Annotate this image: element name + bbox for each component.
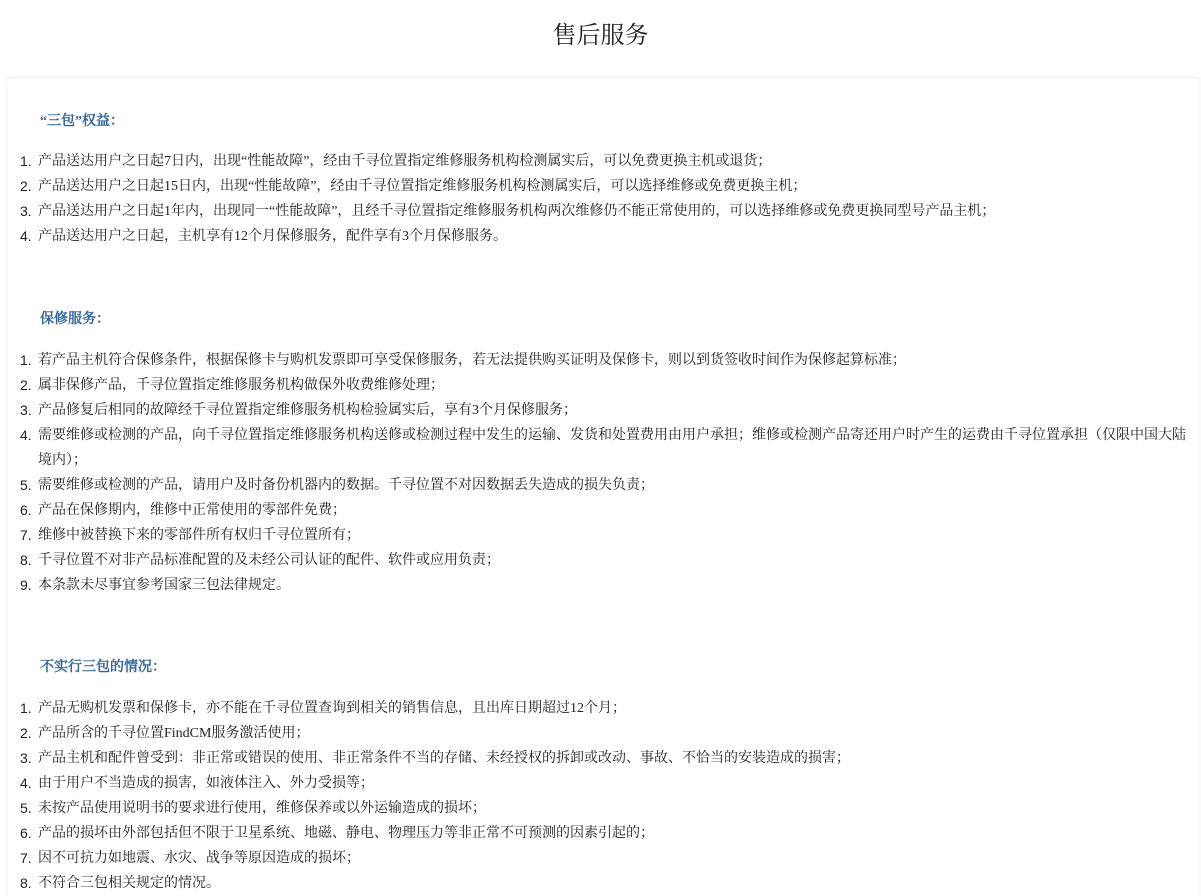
list-item	[8, 721, 1188, 746]
list-item	[8, 224, 1188, 249]
list-item	[8, 821, 1188, 846]
list-item	[8, 573, 1188, 598]
item-number: 4.	[20, 427, 32, 443]
warranty-rights-list	[8, 149, 1188, 249]
item-text: 产品送达用户之日起15日内，出现“性能故障”，经由千寻位置指定维修服务机构检测属实后，可以选择维修或免费更换主机；	[38, 179, 807, 194]
item-number: 8.	[20, 875, 32, 891]
item-text: 需要维修或检测的产品，向千寻位置指定维修服务机构送修或检测过程中发生的运输、发货和处置费用由用户承担；维修或检测产品寄还用户时产生的运费由千寻位置承担（仅限中国大陆境内）；	[38, 428, 1186, 468]
item-text: 产品送达用户之日起7日内，出现“性能故障”，经由千寻位置指定维修服务机构检测属实后，可以免费更换主机或退货；	[38, 154, 772, 169]
page-header	[0, 0, 1201, 72]
item-text: 需要维修或检测的产品，请用户及时备份机器内的数据。千寻位置不对因数据丢失造成的损失负责；	[38, 478, 654, 493]
item-number: 5.	[20, 477, 32, 493]
list-item	[8, 746, 1188, 771]
section-heading: “三包”权益：	[40, 114, 124, 129]
item-number: 2.	[20, 178, 32, 194]
item-number: 4.	[20, 775, 32, 791]
item-text: 产品在保修期内，维修中正常使用的零部件免费；	[38, 503, 346, 518]
list-item	[8, 498, 1188, 523]
content-card	[8, 78, 1198, 896]
page-title: 售后服务	[552, 21, 649, 49]
list-item	[8, 149, 1188, 174]
list-item	[8, 473, 1188, 498]
list-item	[8, 174, 1188, 199]
item-text: 产品送达用户之日起，主机享有12个月保修服务，配件享有3个月保修服务。	[38, 229, 507, 244]
section-heading: 保修服务：	[40, 312, 110, 327]
list-item	[8, 846, 1188, 871]
item-number: 2.	[20, 377, 32, 393]
item-text: 产品送达用户之日起1年内，出现同一“性能故障”，且经千寻位置指定维修服务机构两次维修仍不能正常使用的，可以选择维修或免费更换同型号产品主机；	[38, 204, 996, 219]
item-number: 4.	[20, 228, 32, 244]
list-item	[8, 796, 1188, 821]
section-heading: 不实行三包的情况：	[40, 660, 166, 675]
list-item	[8, 771, 1188, 796]
item-number: 1.	[20, 153, 32, 169]
list-item	[8, 423, 1188, 473]
exclusions-list	[8, 696, 1188, 896]
item-text: 若产品主机符合保修条件，根据保修卡与购机发票即可享受保修服务，若无法提供购买证明及保修卡，则以到货签收时间作为保修起算标准；	[38, 353, 906, 368]
item-text: 产品修复后相同的故障经千寻位置指定维修服务机构检验属实后，享有3个月保修服务；	[38, 403, 577, 418]
item-number: 1.	[20, 700, 32, 716]
item-text: 因不可抗力如地震、水灾、战争等原因造成的损坏；	[38, 851, 360, 866]
item-text: 产品所含的千寻位置FindCM服务激活使用；	[38, 726, 310, 741]
item-text: 未按产品使用说明书的要求进行使用，维修保养或以外运输造成的损坏；	[38, 801, 486, 816]
item-number: 7.	[20, 527, 32, 543]
item-number: 6.	[20, 502, 32, 518]
repair-service-list	[8, 348, 1188, 598]
item-number: 9.	[20, 577, 32, 593]
item-number: 3.	[20, 402, 32, 418]
item-text: 不符合三包相关规定的情况。	[38, 876, 220, 891]
item-text: 属非保修产品，千寻位置指定维修服务机构做保外收费维修处理；	[38, 378, 444, 393]
item-number: 3.	[20, 750, 32, 766]
item-text: 千寻位置不对非产品标准配置的及未经公司认证的配件、软件或应用负责；	[38, 553, 500, 568]
list-item	[8, 373, 1188, 398]
item-text: 产品主机和配件曾受到：非正常或错误的使用、非正常条件不当的存储、未经授权的拆卸或改动、事故、不恰当的安装造成的损害；	[38, 751, 850, 766]
list-item	[8, 199, 1188, 224]
list-item	[8, 523, 1188, 548]
list-item	[8, 348, 1188, 373]
item-text: 产品无购机发票和保修卡，亦不能在千寻位置查询到相关的销售信息，且出库日期超过12个月；	[38, 701, 626, 716]
item-number: 6.	[20, 825, 32, 841]
item-number: 1.	[20, 352, 32, 368]
item-number: 5.	[20, 800, 32, 816]
list-item	[8, 548, 1188, 573]
item-number: 7.	[20, 850, 32, 866]
item-text: 由于用户不当造成的损害，如液体注入、外力受损等；	[38, 776, 374, 791]
list-item	[8, 871, 1188, 896]
list-item	[8, 398, 1188, 423]
item-number: 2.	[20, 725, 32, 741]
item-number: 8.	[20, 552, 32, 568]
item-text: 产品的损坏由外部包括但不限于卫星系统、地磁、静电、物理压力等非正常不可预测的因素引起的；	[38, 826, 654, 841]
item-text: 本条款未尽事宜参考国家三包法律规定。	[38, 578, 290, 593]
list-item	[8, 696, 1188, 721]
item-number: 3.	[20, 203, 32, 219]
item-text: 维修中被替换下来的零部件所有权归千寻位置所有；	[38, 528, 360, 543]
